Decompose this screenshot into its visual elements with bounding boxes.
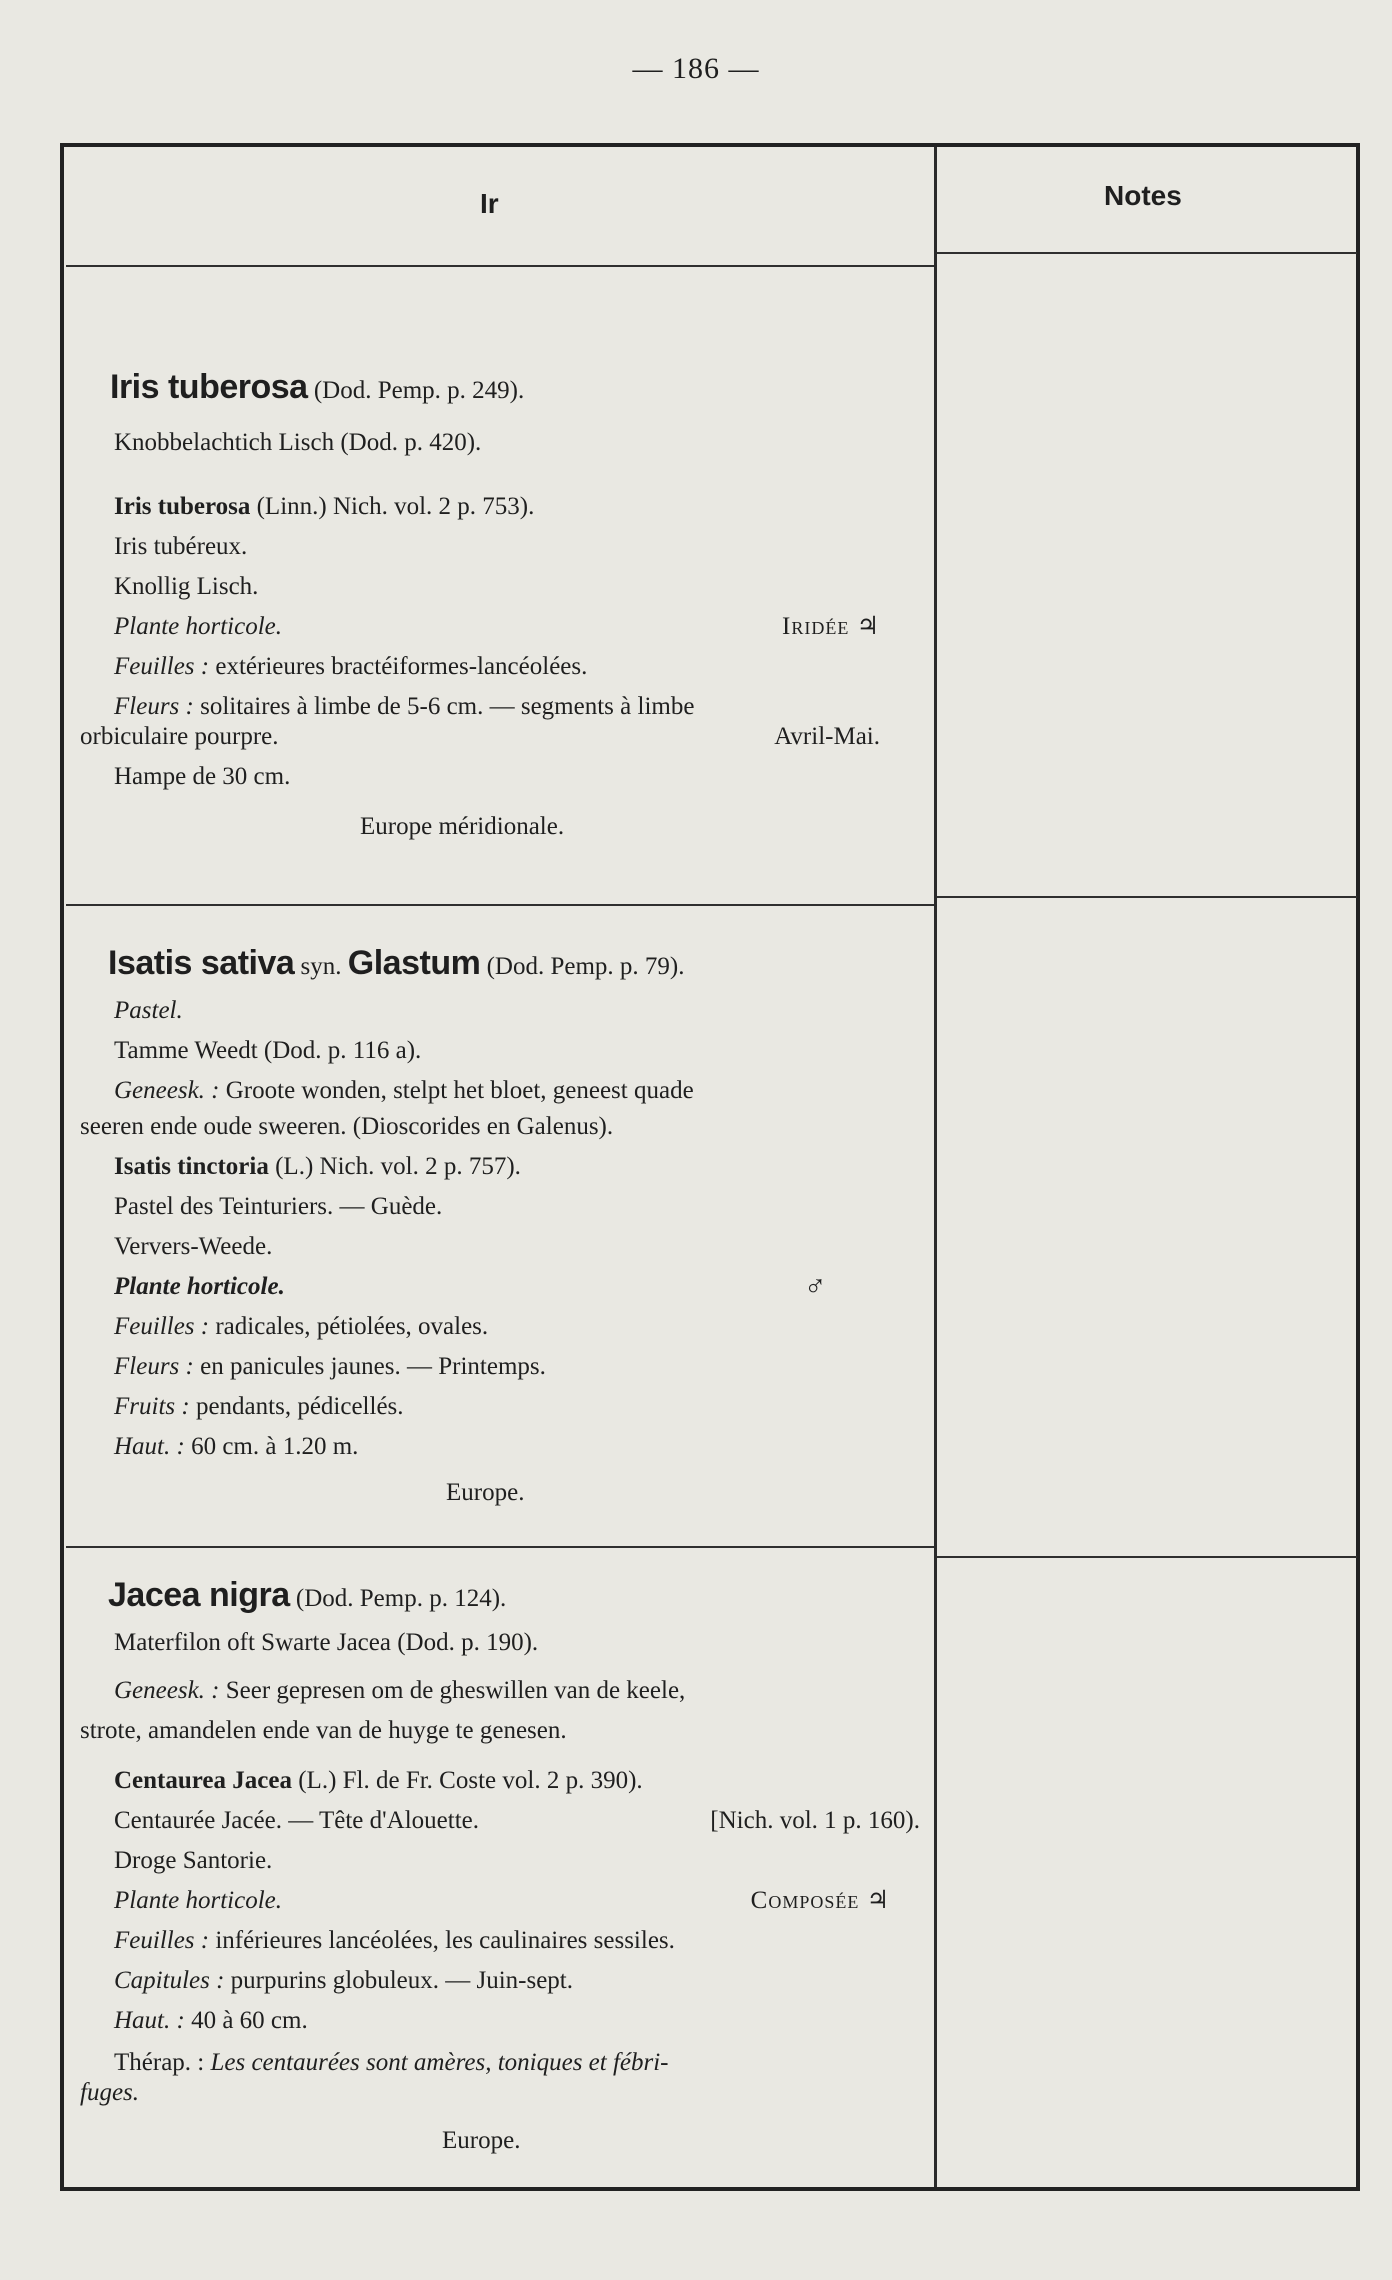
entry-title: Isatis sativa syn. Glastum (Dod. Pemp. p. 79).	[108, 944, 685, 982]
entry-iris-tuberosa	[80, 368, 920, 852]
entry-line: Plante horticole. Iridée ♃	[114, 613, 880, 640]
entry-line: Fleurs : solitaires à limbe de 5-6 cm. — segments à limbe	[114, 693, 695, 720]
entry-line: Ververs-Weede.	[114, 1233, 273, 1260]
entry-line: Iris tubéreux.	[114, 533, 248, 560]
family-label: Composée ♃	[750, 1887, 890, 1914]
header-rule-right	[937, 252, 1357, 254]
entry-line: Haut. : 40 à 60 cm.	[114, 2007, 308, 2034]
header-rule-left	[66, 265, 934, 267]
entry-line: Haut. : 60 cm. à 1.20 m.	[114, 1433, 359, 1460]
entry-title: Iris tuberosa (Dod. Pemp. p. 249).	[110, 368, 525, 406]
entry-line: seeren ende oude sweeren. (Dioscorides en Galenus).	[80, 1113, 614, 1140]
page-number: — 186 —	[632, 52, 760, 85]
entry-line: Droge Santorie.	[114, 1847, 273, 1874]
header-left: Ir	[480, 188, 499, 219]
entry-line: Hampe de 30 cm.	[114, 763, 291, 790]
entry-line: Thérap. : Les centaurées sont amères, toniques et fébri-	[114, 2049, 669, 2076]
entry-line: Knollig Lisch.	[114, 573, 259, 600]
row-rule-2-right	[937, 1556, 1357, 1558]
male-symbol-icon: ♂	[804, 1270, 827, 1303]
entry-line: Tamme Weedt (Dod. p. 116 a).	[114, 1037, 422, 1064]
entry-line: Capitules : purpurins globuleux. — Juin-sept.	[114, 1967, 574, 1994]
entry-line: orbiculaire pourpre. Avril-Mai.	[80, 723, 880, 750]
entry-line: Centaurea Jacea (L.) Fl. de Fr. Coste vol. 2 p. 390).	[114, 1767, 643, 1794]
entry-region: Europe méridionale.	[360, 813, 565, 840]
entry-jacea-nigra	[80, 1576, 920, 2170]
entry-title: Jacea nigra (Dod. Pemp. p. 124).	[108, 1576, 507, 1614]
entry-line: Materfilon oft Swarte Jacea (Dod. p. 190).	[114, 1629, 539, 1656]
entry-line: Geneesk. : Groote wonden, stelpt het bloet, geneest quade	[114, 1077, 694, 1104]
entry-line: fuges.	[80, 2079, 140, 2106]
entry-line: Geneesk. : Seer gepresen om de gheswillen van de keele,	[114, 1677, 686, 1704]
row-rule-1-left	[66, 904, 934, 906]
entry-line: Feuilles : inférieures lancéolées, les caulinaires sessiles.	[114, 1927, 675, 1954]
header-notes: Notes	[1104, 180, 1182, 211]
entry-line: strote, amandelen ende van de huyge te genesen.	[80, 1717, 567, 1744]
entry-line: Feuilles : radicales, pétiolées, ovales.	[114, 1313, 489, 1340]
entry-isatis-sativa	[80, 944, 920, 1518]
entry-line: Plante horticole. ♂	[114, 1270, 827, 1303]
entry-line: Fleurs : en panicules jaunes. — Printemps.	[114, 1353, 546, 1380]
row-rule-1-right	[937, 896, 1357, 898]
entry-line: Isatis tinctoria (L.) Nich. vol. 2 p. 757).	[114, 1153, 521, 1180]
entry-line: Knobbelachtich Lisch (Dod. p. 420).	[114, 429, 482, 456]
entry-line: Feuilles : extérieures bractéiformes-lancéolées.	[114, 653, 588, 680]
entry-line: Centaurée Jacée. — Tête d'Alouette. [Nich. vol. 1 p. 160).	[114, 1807, 920, 1834]
entry-region: Europe.	[446, 1479, 525, 1506]
entry-line: Plante horticole. Composée ♃	[114, 1887, 890, 1914]
entry-line: Pastel des Teinturiers. — Guède.	[114, 1193, 443, 1220]
row-rule-2-left	[66, 1546, 934, 1548]
entry-line: Iris tuberosa (Linn.) Nich. vol. 2 p. 753).	[114, 493, 535, 520]
entry-line: Pastel.	[114, 997, 183, 1024]
entry-line: Fruits : pendants, pédicellés.	[114, 1393, 404, 1420]
entry-region: Europe.	[442, 2127, 521, 2154]
column-divider	[934, 147, 937, 2187]
family-label: Iridée ♃	[782, 613, 880, 640]
